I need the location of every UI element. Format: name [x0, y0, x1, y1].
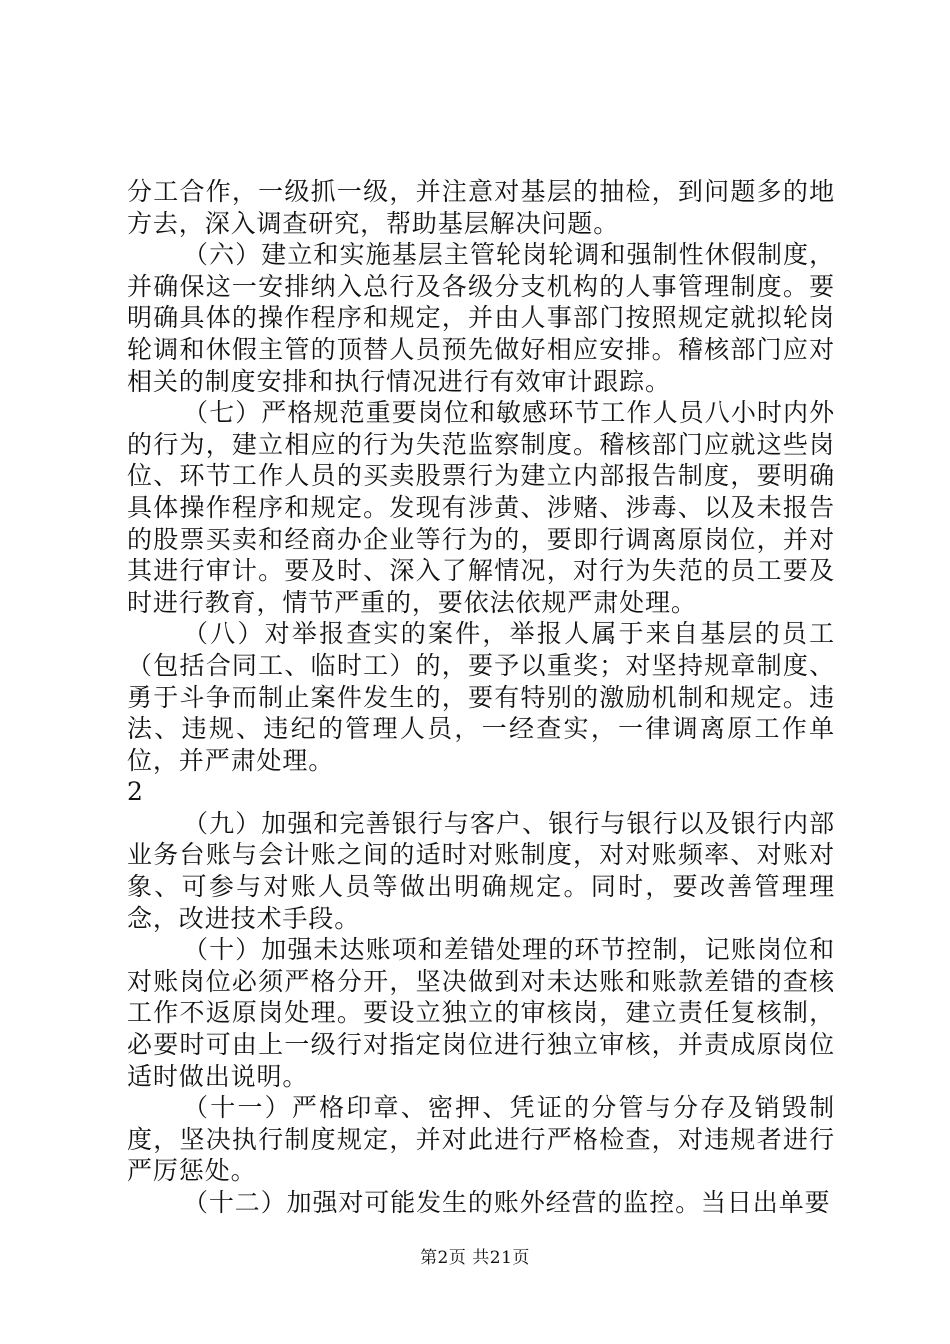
paragraph-item-8: （八）对举报查实的案件，举报人属于来自基层的员工（包括合同工、临时工）的，要予以重奖；对坚持规章制度、勇于斗争而制止案件发生的，要有特别的激励机制和规定。违法、违规、违纪的管理人员，一经查实，一律调离原工作单位，并严肃处理。 [127, 619, 835, 775]
page-footer: 第2页 共21页 [420, 1248, 530, 1268]
paragraph-continuation: 分工合作，一级抓一级，并注意对基层的抽检，到问题多的地方去，深入调查研究，帮助基层解决问题。 [127, 177, 835, 238]
document-body [127, 176, 835, 1219]
paragraph-item-7: （七）严格规范重要岗位和敏感环节工作人员八小时内外的行为，建立相应的行为失范监察制度。稽核部门应就这些岗位、环节工作人员的买卖股票行为建立内部报告制度，要明确具体操作程序和规定。发现有涉黄、涉赌、涉毒、以及未报告的股票买卖和经商办企业等行为的，要即行调离原岗位，并对其进行审计。要及时、深入了解情况，对行为失范的员工要及时进行教育，情节严重的，要依法依规严肃处理。 [127, 398, 835, 617]
paragraph-item-6: （六）建立和实施基层主管轮岗轮调和强制性休假制度，并确保这一安排纳入总行及各级分支机构的人事管理制度。要明确具体的操作程序和规定，并由人事部门按照规定就拟轮岗轮调和休假主管的顶替人员预先做好相应安排。稽核部门应对相关的制度安排和执行情况进行有效审计跟踪。 [127, 240, 835, 396]
paragraph-item-11: （十一）严格印章、密押、凭证的分管与分存及销毁制度，坚决执行制度规定，并对此进行严格检查，对违规者进行严厉惩处。 [127, 1093, 835, 1186]
inline-page-number: 2 [127, 777, 144, 807]
paragraph-item-10: （十）加强未达账项和差错处理的环节控制，记账岗位和对账岗位必须严格分开，坚决做到对未达账和账款差错的查核工作不返原岗处理。要设立独立的审核岗，建立责任复核制，必要时可由上一级行对指定岗位进行独立审核，并责成原岗位适时做出说明。 [127, 935, 835, 1091]
paragraph-item-9: （九）加强和完善银行与客户、银行与银行以及银行内部业务台账与会计账之间的适时对账制度，对对账频率、对账对象、可参与对账人员等做出明确规定。同时，要改善管理理念，改进技术手段。 [127, 808, 835, 933]
paragraph-item-12: （十二）加强对可能发生的账外经营的监控。当日出单要 [183, 1188, 831, 1217]
